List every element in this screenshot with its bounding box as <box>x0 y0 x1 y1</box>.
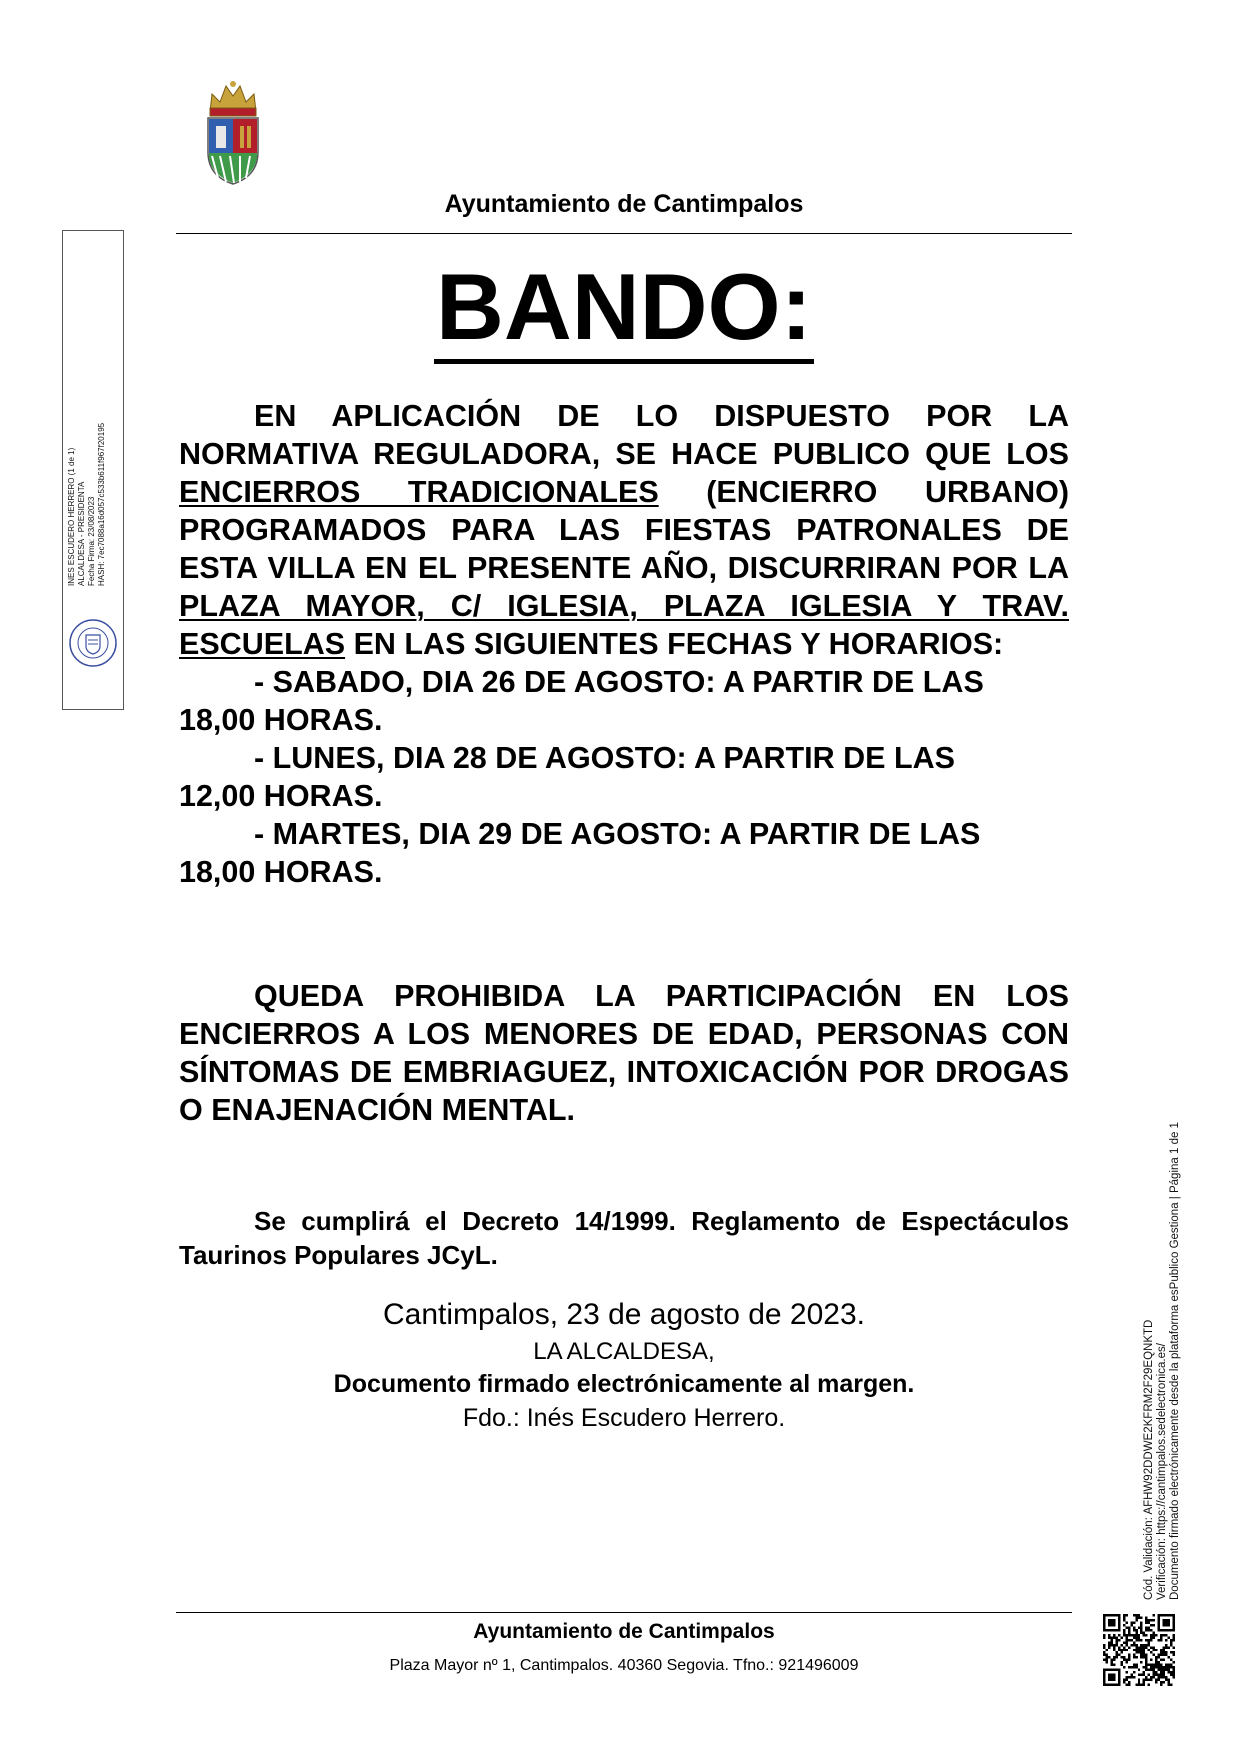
announcement-intro-b: (ENCIERRO URBANO) PROGRAMADOS PARA LAS FIESTAS PATRONALES DE ESTA VILLA EN EL PRESENTE AÑO, DISCURRIRAN POR LA <box>179 475 1069 585</box>
announcement-intro-c: EN LAS SIGUIENTES FECHAS Y HORARIOS: <box>345 627 1004 661</box>
platform-note: Documento firmado electrónicamente desde la plataforma esPublico Gestiona | Página 1 de 1 <box>1169 1122 1181 1600</box>
signature-note: Documento firmado electrónicamente al margen. <box>333 1370 915 1398</box>
page-title-text: BANDO: <box>434 254 814 364</box>
paragraph-announcement <box>179 397 1069 891</box>
signature-place-date: Cantimpalos, 23 de agosto de 2023. <box>382 1298 865 1331</box>
paragraph-decree: Se cumplirá el Decreto 14/1999. Reglamento de Espectáculos Taurinos Populares JCyL. <box>179 1206 1069 1270</box>
schedule-day: - LUNES, DIA 28 DE AGOSTO: A PARTIR DE LAS <box>254 741 955 775</box>
page-title <box>176 255 1072 358</box>
municipal-seal-icon <box>68 618 118 668</box>
verification-url[interactable]: Verificación: https://cantimpalos.sedelectronica.es/ <box>1156 1343 1168 1600</box>
footer-divider <box>176 1612 1072 1613</box>
schedule-day: - SABADO, DIA 26 DE AGOSTO: A PARTIR DE LAS <box>254 665 984 699</box>
announcement-intro-a: EN APLICACIÓN DE LO DISPUESTO POR LA NORMATIVA REGULADORA, SE HACE PUBLICO QUE LOS <box>179 399 1069 471</box>
signature-role: LA ALCALDESA, <box>533 1338 715 1365</box>
footer-address: Plaza Mayor nº 1, Cantimpalos. 40360 Segovia. Tfno.: 921496009 <box>389 1657 859 1674</box>
coat-of-arms-icon <box>204 78 262 186</box>
paragraph-prohibition: QUEDA PROHIBIDA LA PARTICIPACIÓN EN LOS ENCIERROS A LOS MENORES DE EDAD, PERSONAS CON SÍNTOMAS DE EMBRIAGUEZ, INTOXICACIÓN POR DROGAS O ENAJENACIÓN MENTAL. <box>179 979 1069 1127</box>
stamp-hash: HASH: 7ec7088a16d057c533b611f967f20195 <box>97 422 106 586</box>
announcement-underlined-b: PLAZA MAYOR, C/ IGLESIA, PLAZA IGLESIA Y TRAV. ESCUELAS <box>179 589 1069 661</box>
validation-code: Cód. Validación: AFHW92DDWE2KFRM2F29EQNKTD <box>1143 1319 1155 1600</box>
footer-organization: Ayuntamiento de Cantimpalos <box>473 1620 775 1643</box>
header-organization: Ayuntamiento de Cantimpalos <box>444 190 804 218</box>
schedule-time: 12,00 HORAS. <box>179 779 383 813</box>
announcement-underlined-a: ENCIERROS TRADICIONALES <box>179 475 659 509</box>
schedule-day: - MARTES, DIA 29 DE AGOSTO: A PARTIR DE LAS <box>254 817 981 851</box>
announcement-text <box>179 397 1069 663</box>
stamp-signer: INES ESCUDERO HERRERO (1 de 1) <box>67 447 76 586</box>
schedule-time: 18,00 HORAS. <box>179 703 383 737</box>
stamp-date: Fecha Firma: 23/08/2023 <box>87 496 96 586</box>
qr-code-icon[interactable] <box>1103 1614 1175 1686</box>
signature-name: Fdo.: Inés Escudero Herrero. <box>462 1404 786 1432</box>
schedule-time: 18,00 HORAS. <box>179 855 383 889</box>
stamp-role: ALCALDESA - PRESIDENTA <box>77 481 86 586</box>
header-divider <box>176 233 1072 234</box>
